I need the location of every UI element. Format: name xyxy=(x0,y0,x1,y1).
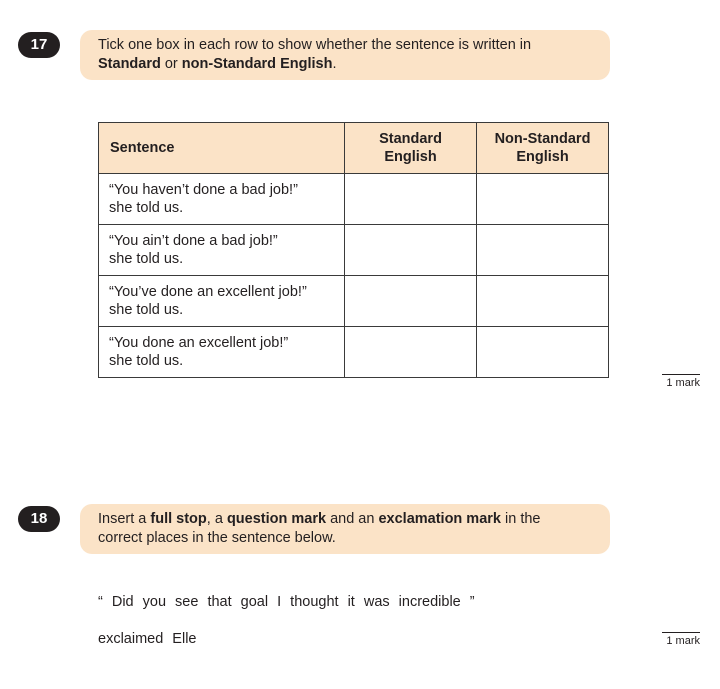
sentence-quote: “You haven’t done a bad job!” xyxy=(109,182,298,198)
and-an-text: and an xyxy=(326,511,379,527)
mark-allocation-18 xyxy=(662,632,700,647)
sentence-cell xyxy=(99,174,345,225)
non-standard-tick-box[interactable] xyxy=(477,276,609,327)
sentence-quote: “You’ve done an excellent job!” xyxy=(109,284,307,300)
sentence-quote: “You ain’t done a bad job!” xyxy=(109,233,278,249)
mark-allocation-17 xyxy=(662,374,700,389)
non-standard-tick-box[interactable] xyxy=(477,327,609,378)
mark-line xyxy=(662,374,700,375)
sentence-attribution: she told us. xyxy=(109,251,184,267)
instruction-line-2 xyxy=(98,55,592,74)
period-text: . xyxy=(332,56,337,72)
answer-table xyxy=(98,122,609,378)
header-standard-english: Standard English xyxy=(345,123,477,174)
comma-a-text: , a xyxy=(206,511,227,527)
punctuation-sentence-end[interactable]: exclaimed Elle xyxy=(98,631,197,647)
standard-tick-box[interactable] xyxy=(345,276,477,327)
sentence-cell xyxy=(99,225,345,276)
or-text: or xyxy=(160,56,182,72)
instruction-line-1 xyxy=(98,510,592,529)
sentence-attribution: she told us. xyxy=(109,302,184,318)
question-number-18: 18 xyxy=(18,506,60,532)
question-17-instruction xyxy=(80,30,610,80)
non-standard-tick-box[interactable] xyxy=(477,174,609,225)
table-row xyxy=(99,174,609,225)
exclamation-mark-term: exclamation mark xyxy=(378,511,501,527)
standard-tick-box[interactable] xyxy=(345,327,477,378)
sentence-cell xyxy=(99,327,345,378)
table-row xyxy=(99,327,609,378)
in-the-text: in the xyxy=(500,511,541,527)
non-standard-term: non-Standard English xyxy=(181,56,333,72)
question-mark-term: question mark xyxy=(226,511,327,527)
mark-line xyxy=(662,632,700,633)
mark-text: 1 mark xyxy=(666,635,700,647)
non-standard-tick-box[interactable] xyxy=(477,225,609,276)
instruction-line-2: correct places in the sentence below. xyxy=(98,530,336,546)
sentence-attribution: she told us. xyxy=(109,353,184,369)
insert-text: Insert a xyxy=(98,511,151,527)
punctuation-sentence[interactable]: “ Did you see that goal I thought it was incredible ” xyxy=(98,594,475,610)
sentence-attribution: she told us. xyxy=(109,200,184,216)
standard-tick-box[interactable] xyxy=(345,225,477,276)
mark-text: 1 mark xyxy=(666,377,700,389)
table-row xyxy=(99,225,609,276)
instruction-line-1: Tick one box in each row to show whether the sentence is written in xyxy=(98,37,532,53)
sentence-cell xyxy=(99,276,345,327)
standard-tick-box[interactable] xyxy=(345,174,477,225)
question-number-17: 17 xyxy=(18,32,60,58)
sentence-quote: “You done an excellent job!” xyxy=(109,335,289,351)
table-row xyxy=(99,276,609,327)
standard-term: Standard xyxy=(98,56,161,72)
full-stop-term: full stop xyxy=(150,511,207,527)
table-header-row xyxy=(99,123,609,174)
header-sentence: Sentence xyxy=(99,123,345,174)
question-18-instruction xyxy=(80,504,610,554)
header-non-standard-english: Non-Standard English xyxy=(477,123,609,174)
